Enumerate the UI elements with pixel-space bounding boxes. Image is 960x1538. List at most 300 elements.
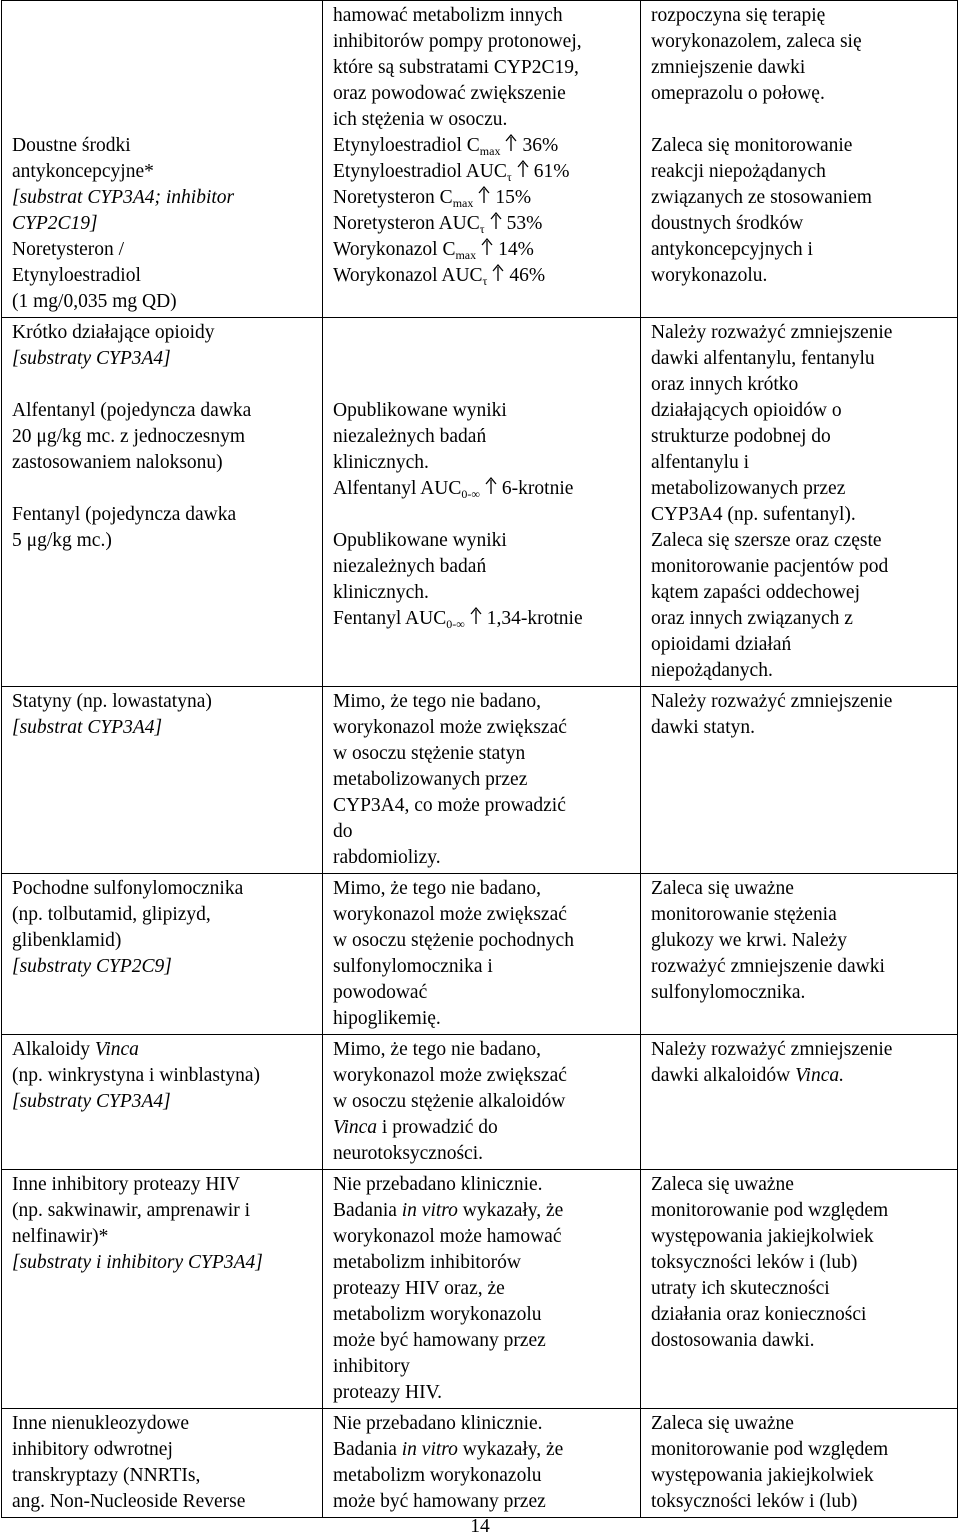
text-run: Badania xyxy=(333,1200,402,1221)
text-run: [substraty CYP3A4] xyxy=(12,348,171,369)
text-run: ang. Non-Nucleoside Reverse xyxy=(12,1491,246,1512)
text-line xyxy=(651,1411,949,1437)
recommendation-cell xyxy=(641,1170,958,1409)
text-run: niezależnych badań xyxy=(333,556,487,577)
text-line xyxy=(12,263,314,289)
text-run: Należy rozważyć zmniejszenie xyxy=(651,322,893,343)
text-run: metabolizowanych przez xyxy=(333,769,528,790)
drug-name-cell xyxy=(2,687,323,874)
text-line xyxy=(12,715,314,741)
subscript: τ xyxy=(482,274,488,288)
text-line xyxy=(651,954,949,980)
text-line xyxy=(333,715,632,741)
text-run: dostosowania dawki. xyxy=(651,1330,815,1351)
text-run: transkryptazy (NNRTIs, xyxy=(12,1465,201,1486)
text-run: Należy rozważyć zmniejszenie xyxy=(651,691,893,712)
text-run: (1 mg/0,035 mg QD) xyxy=(12,291,177,312)
text-run: dawki alkaloidów xyxy=(651,1065,796,1086)
text-line xyxy=(651,398,949,424)
text-run: Vinca xyxy=(94,1039,139,1060)
text-run: do xyxy=(333,821,353,842)
text-line xyxy=(12,1224,314,1250)
text-line xyxy=(333,263,632,289)
text-run: sulfonylomocznika i xyxy=(333,956,493,977)
arrow-up-icon xyxy=(480,238,494,256)
table-row xyxy=(2,1170,958,1409)
text-line xyxy=(333,133,632,159)
text-line xyxy=(651,1302,949,1328)
text-run: worykonazol może zwiększać xyxy=(333,717,567,738)
text-run: Zaleca się uważne xyxy=(651,1174,794,1195)
arrow-up-icon xyxy=(484,477,498,495)
text-line xyxy=(333,159,632,185)
text-run: niezależnych badań xyxy=(333,426,487,447)
text-run: neurotoksyczności. xyxy=(333,1143,484,1164)
text-run: inhibitorów pompy protonowej, xyxy=(333,31,582,52)
text-run: [substrat CYP3A4; inhibitor xyxy=(12,187,235,208)
subscript: max xyxy=(479,144,501,158)
spacer xyxy=(333,502,632,528)
text-line xyxy=(12,1463,314,1489)
text-run: Zaleca się szersze oraz częste xyxy=(651,530,882,551)
text-run: omeprazolu o połowę. xyxy=(651,83,825,104)
text-run: Pochodne sulfonylomocznika xyxy=(12,878,244,899)
text-run: Fentanyl AUC xyxy=(333,608,447,629)
text-line xyxy=(651,1037,949,1063)
spacer xyxy=(12,55,314,81)
text-run: worykonazol może hamować xyxy=(333,1226,562,1247)
interaction-effect-cell xyxy=(323,1409,641,1518)
text-line xyxy=(333,81,632,107)
text-line xyxy=(651,1328,949,1354)
text-run: które są substratami CYP2C19, xyxy=(333,57,579,78)
text-run: metabolizm worykonazolu xyxy=(333,1465,542,1486)
text-run: [substrat CYP3A4] xyxy=(12,717,163,738)
text-line xyxy=(12,159,314,185)
interaction-effect-cell xyxy=(323,1,641,318)
text-line xyxy=(651,876,949,902)
interaction-effect-cell xyxy=(323,1170,641,1409)
drug-name-cell xyxy=(2,1035,323,1170)
text-run: monitorowanie pod względem xyxy=(651,1439,889,1460)
text-line xyxy=(333,580,632,606)
text-line xyxy=(651,528,949,554)
text-run: Należy rozważyć zmniejszenie xyxy=(651,1039,893,1060)
text-line xyxy=(333,1172,632,1198)
text-run: Mimo, że tego nie badano, xyxy=(333,1039,541,1060)
text-line xyxy=(333,3,632,29)
text-run: zmniejszenie dawki xyxy=(651,57,806,78)
text-line xyxy=(12,398,314,424)
text-line xyxy=(333,476,632,502)
text-line xyxy=(333,902,632,928)
text-line xyxy=(651,1063,949,1089)
text-line xyxy=(333,211,632,237)
text-run: Noretysteron C xyxy=(333,187,453,208)
recommendation-cell xyxy=(641,1,958,318)
text-line xyxy=(333,185,632,211)
subscript: 0-∞ xyxy=(446,617,465,631)
text-line xyxy=(12,211,314,237)
text-line xyxy=(12,876,314,902)
spacer xyxy=(333,346,632,372)
text-line xyxy=(12,902,314,928)
text-run: metabolizm inhibitorów xyxy=(333,1252,521,1273)
text-line xyxy=(12,450,314,476)
text-line xyxy=(333,1037,632,1063)
text-run: Mimo, że tego nie badano, xyxy=(333,691,541,712)
text-run: hamować metabolizm innych xyxy=(333,5,563,26)
recommendation-cell xyxy=(641,1035,958,1170)
arrow-up-icon xyxy=(504,134,518,152)
text-run: opioidami działań xyxy=(651,634,792,655)
text-line xyxy=(333,1302,632,1328)
text-run: powodować xyxy=(333,982,428,1003)
text-line xyxy=(651,1276,949,1302)
spacer xyxy=(333,372,632,398)
subscript: max xyxy=(455,248,477,262)
text-run: klinicznych. xyxy=(333,582,429,603)
text-line xyxy=(12,237,314,263)
text-run: strukturze podobnej do xyxy=(651,426,831,447)
text-run: Etynyloestradiol C xyxy=(333,135,480,156)
text-run: CYP3A4 (np. sufentanyl). xyxy=(651,504,856,525)
text-line xyxy=(333,424,632,450)
text-run: rabdomiolizy. xyxy=(333,847,441,868)
text-run: Opublikowane wyniki xyxy=(333,530,507,551)
text-run: Etynyloestradiol xyxy=(12,265,141,286)
subscript: 0-∞ xyxy=(461,487,480,501)
text-run: Krótko działające opioidy xyxy=(12,322,215,343)
text-run: in vitro xyxy=(401,1200,458,1221)
interaction-table xyxy=(1,0,958,1518)
text-run: glukozy we krwi. Należy xyxy=(651,930,848,951)
text-run: Worykonazol C xyxy=(333,239,456,260)
text-run: w osoczu stężenie pochodnych xyxy=(333,930,574,951)
text-run: in vitro xyxy=(401,1439,458,1460)
text-line xyxy=(333,1006,632,1032)
text-run: worykonazolu. xyxy=(651,265,768,286)
text-run: 53% xyxy=(506,213,543,234)
text-run: nelfinawir)* xyxy=(12,1226,109,1247)
text-run: 1,34-krotnie xyxy=(486,608,583,629)
text-run: Nie przebadano klinicznie. xyxy=(333,1174,543,1195)
text-run: inhibitory xyxy=(333,1356,410,1377)
text-line xyxy=(651,81,949,107)
text-run: w osoczu stężenie statyn xyxy=(333,743,526,764)
text-line xyxy=(333,1328,632,1354)
text-run: (np. tolbutamid, glipizyd, xyxy=(12,904,211,925)
text-run: metabolizm worykonazolu xyxy=(333,1304,542,1325)
text-run: występowania jakiejkolwiek xyxy=(651,1465,874,1486)
drug-name-cell xyxy=(2,1170,323,1409)
text-run: oraz powodować zwiększenie xyxy=(333,83,566,104)
text-run: metabolizowanych przez xyxy=(651,478,846,499)
text-line xyxy=(12,689,314,715)
text-line xyxy=(651,3,949,29)
text-run: klinicznych. xyxy=(333,452,429,473)
text-run: Mimo, że tego nie badano, xyxy=(333,878,541,899)
text-run: występowania jakiejkolwiek xyxy=(651,1226,874,1247)
arrow-up-icon xyxy=(477,186,491,204)
text-line xyxy=(333,767,632,793)
text-run: wykazały, że xyxy=(457,1200,564,1221)
text-run: Statyny (np. lowastatyna) xyxy=(12,691,212,712)
text-line xyxy=(651,1437,949,1463)
spacer xyxy=(651,107,949,133)
arrow-up-icon xyxy=(516,160,530,178)
table-row xyxy=(2,687,958,874)
text-line xyxy=(333,928,632,954)
text-line xyxy=(651,55,949,81)
text-run: [substraty i inhibitory CYP3A4] xyxy=(12,1252,263,1273)
text-line xyxy=(333,819,632,845)
text-line xyxy=(651,658,949,684)
text-run: i prowadzić do xyxy=(377,1117,498,1138)
spacer xyxy=(12,107,314,133)
text-run: Inne inhibitory proteazy HIV xyxy=(12,1174,240,1195)
drug-name-cell xyxy=(2,1409,323,1518)
text-line xyxy=(651,554,949,580)
text-run: 36% xyxy=(522,135,559,156)
text-run: Doustne środki xyxy=(12,135,131,156)
table-body xyxy=(2,1,958,1518)
recommendation-cell xyxy=(641,874,958,1035)
text-run: Inne nienukleozydowe xyxy=(12,1413,190,1434)
text-line xyxy=(651,980,949,1006)
text-run: Vinca xyxy=(333,1117,378,1138)
text-run: Noretysteron AUC xyxy=(333,213,480,234)
text-run: Alfentanyl (pojedyncza dawka xyxy=(12,400,252,421)
interaction-effect-cell xyxy=(323,687,641,874)
text-line xyxy=(12,1437,314,1463)
text-run: Badania xyxy=(333,1439,402,1460)
text-line xyxy=(333,1276,632,1302)
text-line xyxy=(333,1224,632,1250)
text-line xyxy=(12,1198,314,1224)
text-run: oraz innych krótko xyxy=(651,374,799,395)
text-line xyxy=(12,1411,314,1437)
text-line xyxy=(333,1198,632,1224)
text-run: dawki alfentanylu, fentanylu xyxy=(651,348,875,369)
table-row xyxy=(2,1035,958,1170)
text-run: Vinca. xyxy=(795,1065,844,1086)
text-run: toksyczności leków i (lub) xyxy=(651,1491,858,1512)
text-run: Fentanyl (pojedyncza dawka xyxy=(12,504,237,525)
text-line xyxy=(12,320,314,346)
text-line xyxy=(12,185,314,211)
text-run: może być hamowany przez xyxy=(333,1491,546,1512)
text-line xyxy=(333,1250,632,1276)
text-run: Etynyloestradiol AUC xyxy=(333,161,507,182)
text-line xyxy=(12,289,314,315)
text-line xyxy=(651,1463,949,1489)
text-run: rozważyć zmniejszenie dawki xyxy=(651,956,885,977)
text-line xyxy=(651,450,949,476)
text-line xyxy=(12,1172,314,1198)
spacer xyxy=(12,29,314,55)
text-run: 46% xyxy=(509,265,546,286)
text-line xyxy=(651,1489,949,1515)
table-row xyxy=(2,318,958,687)
text-line xyxy=(12,1250,314,1276)
text-run: 5 μg/kg mc.) xyxy=(12,530,112,551)
text-run: Zaleca się uważne xyxy=(651,878,794,899)
text-run: [substraty CYP2C9] xyxy=(12,956,172,977)
text-line xyxy=(12,1063,314,1089)
text-run: worykonazol może zwiększać xyxy=(333,1065,567,1086)
text-run: Noretysteron / xyxy=(12,239,125,260)
spacer xyxy=(333,320,632,346)
text-run: Zaleca się uważne xyxy=(651,1413,794,1434)
text-line xyxy=(333,1489,632,1515)
text-run: 15% xyxy=(495,187,532,208)
text-run: Zaleca się monitorowanie xyxy=(651,135,853,156)
text-run: zastosowaniem naloksonu) xyxy=(12,452,223,473)
text-line xyxy=(333,528,632,554)
drug-name-cell xyxy=(2,1,323,318)
text-run: może być hamowany przez xyxy=(333,1330,546,1351)
text-line xyxy=(651,263,949,289)
text-line xyxy=(333,1354,632,1380)
text-line xyxy=(651,632,949,658)
text-line xyxy=(333,980,632,1006)
interaction-effect-cell xyxy=(323,318,641,687)
text-line xyxy=(651,237,949,263)
text-run: związanych ze stosowaniem xyxy=(651,187,872,208)
text-line xyxy=(651,372,949,398)
text-run: Alfentanyl AUC xyxy=(333,478,462,499)
subscript: τ xyxy=(506,170,512,184)
text-run: 14% xyxy=(498,239,534,260)
text-line xyxy=(12,928,314,954)
text-run: działania oraz konieczności xyxy=(651,1304,867,1325)
text-line xyxy=(651,715,949,741)
text-run: 20 μg/kg mc. z jednoczesnym xyxy=(12,426,246,447)
text-run: proteazy HIV. xyxy=(333,1382,443,1403)
text-line xyxy=(333,1380,632,1406)
text-line xyxy=(333,1115,632,1141)
text-line xyxy=(333,1463,632,1489)
text-line xyxy=(651,1250,949,1276)
text-line xyxy=(333,793,632,819)
text-line xyxy=(333,398,632,424)
text-line xyxy=(651,29,949,55)
text-line xyxy=(651,606,949,632)
text-line xyxy=(651,346,949,372)
text-line xyxy=(333,606,632,632)
text-line xyxy=(12,133,314,159)
table-row xyxy=(2,1,958,318)
text-run: działających opioidów o xyxy=(651,400,842,421)
text-run: 6-krotnie xyxy=(501,478,574,499)
text-run: alfentanylu i xyxy=(651,452,750,473)
text-run: Opublikowane wyniki xyxy=(333,400,507,421)
spacer xyxy=(12,81,314,107)
text-line xyxy=(12,954,314,980)
text-line xyxy=(333,237,632,263)
text-line xyxy=(12,424,314,450)
arrow-up-icon xyxy=(489,212,503,230)
text-line xyxy=(333,1141,632,1167)
spacer xyxy=(12,476,314,502)
spacer xyxy=(12,3,314,29)
table-row xyxy=(2,1409,958,1518)
text-run: antykoncepcyjnych i xyxy=(651,239,813,260)
text-line xyxy=(333,954,632,980)
text-run: monitorowanie stężenia xyxy=(651,904,837,925)
text-run: ich stężenia w osoczu. xyxy=(333,109,508,130)
text-run: doustnych środków xyxy=(651,213,804,234)
text-line xyxy=(333,554,632,580)
text-line xyxy=(651,1198,949,1224)
text-line xyxy=(12,502,314,528)
recommendation-cell xyxy=(641,687,958,874)
text-line xyxy=(651,185,949,211)
text-run: hipoglikemię. xyxy=(333,1008,441,1029)
text-line xyxy=(12,528,314,554)
subscript: τ xyxy=(479,222,485,236)
text-run: kątem zapaści oddechowej xyxy=(651,582,860,603)
spacer xyxy=(12,372,314,398)
text-run: inhibitory odwrotnej xyxy=(12,1439,173,1460)
text-run: sulfonylomocznika. xyxy=(651,982,806,1003)
text-line xyxy=(651,902,949,928)
text-run: worykonazolem, zaleca się xyxy=(651,31,862,52)
text-run: monitorowanie pacjentów pod xyxy=(651,556,889,577)
arrow-up-icon xyxy=(491,264,505,282)
text-line xyxy=(651,476,949,502)
interaction-effect-cell xyxy=(323,874,641,1035)
text-line xyxy=(12,1089,314,1115)
drug-name-cell xyxy=(2,318,323,687)
text-line xyxy=(12,1037,314,1063)
text-run: rozpoczyna się terapię xyxy=(651,5,826,26)
text-line xyxy=(333,1063,632,1089)
text-line xyxy=(333,689,632,715)
text-line xyxy=(651,928,949,954)
text-line xyxy=(333,1437,632,1463)
text-run: CYP2C19] xyxy=(12,213,98,234)
recommendation-cell xyxy=(641,1409,958,1518)
text-run: niepożądanych. xyxy=(651,660,773,681)
text-run: reakcji niepożądanych xyxy=(651,161,826,182)
text-run: (np. sakwinawir, amprenawir i xyxy=(12,1200,251,1221)
text-line xyxy=(651,424,949,450)
text-line xyxy=(333,107,632,133)
text-run: proteazy HIV oraz, że xyxy=(333,1278,505,1299)
recommendation-cell xyxy=(641,318,958,687)
text-line xyxy=(12,346,314,372)
text-run: wykazały, że xyxy=(457,1439,564,1460)
text-line xyxy=(651,320,949,346)
text-run: glibenklamid) xyxy=(12,930,122,951)
subscript: max xyxy=(452,196,474,210)
text-run: monitorowanie pod względem xyxy=(651,1200,889,1221)
text-line xyxy=(651,1224,949,1250)
text-run: Worykonazol AUC xyxy=(333,265,483,286)
text-line xyxy=(333,741,632,767)
text-line xyxy=(651,502,949,528)
page-number: 14 xyxy=(470,1516,490,1537)
text-run: worykonazol może zwiększać xyxy=(333,904,567,925)
text-run: dawki statyn. xyxy=(651,717,755,738)
text-run: w osoczu stężenie alkaloidów xyxy=(333,1091,566,1112)
text-run: [substraty CYP3A4] xyxy=(12,1091,171,1112)
text-line xyxy=(12,1489,314,1515)
text-line xyxy=(651,580,949,606)
text-line xyxy=(651,1172,949,1198)
